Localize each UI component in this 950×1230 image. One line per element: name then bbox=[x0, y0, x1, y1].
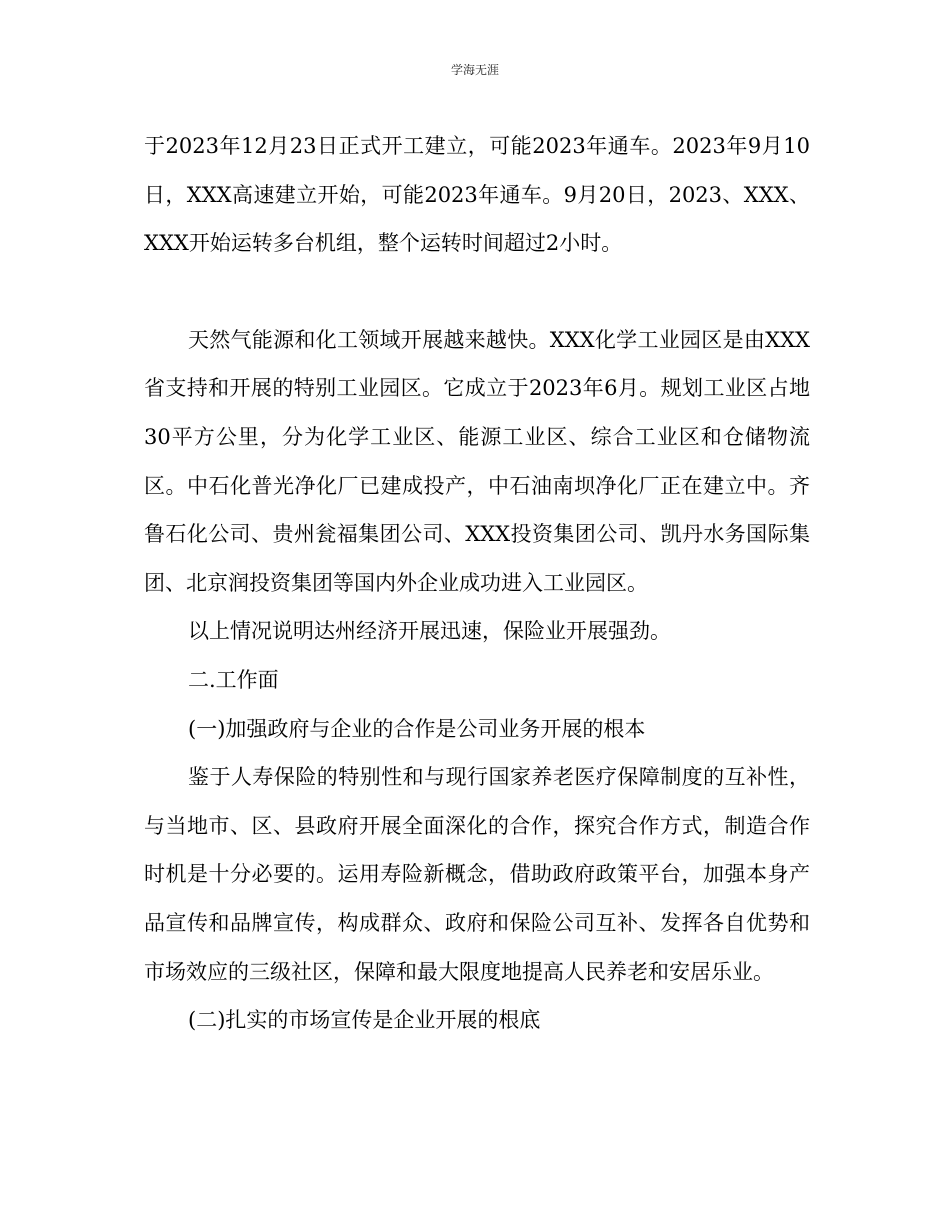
paragraph-summary: 以上情况说明达州经济开展迅速，保险业开展强劲。 bbox=[188, 619, 671, 644]
section-heading-work: 二.工作面 bbox=[188, 667, 279, 692]
paragraph-industrial-park: 天然气能源和化工领域开展越来越快。XXX化学工业园区是由XXX省支持和开展的特别工业园区。它成立于2023年6月。规划工业区占地30平方公里，分为化学工业区、能源工业区、综合工业区和仓储物流区。中石化普光净化厂已建成投产，中石油南坝净化厂正在建立中。齐鲁石化公司、贵州瓮福集团公司、XXX投资集团公司、凯丹水务国际集团、北京润投资集团等国内外企业成功进入工业园区。 bbox=[144, 327, 810, 595]
paragraph-cooperation-detail: 鉴于人寿保险的特别性和与现行国家养老医疗保障制度的互补性，与当地市、区、县政府开展全面深化的合作，探究合作方式，制造合作时机是十分必要的。运用寿险新概念，借助政府政策平台，加强本身产品宣传和品牌宣传，构成群众、政府和保险公司互补、发挥各自优势和市场效应的三级社区，保障和最大限度地提高人民养老和安居乐业。 bbox=[144, 765, 810, 984]
subheading-market-promotion: (二)扎实的市场宣传是企业开展的根底 bbox=[188, 1008, 541, 1033]
paragraph-continued-intro: 于2023年12月23日正式开工建立，可能2023年通车。2023年9月10日，XXX高速建立开始，可能2023年通车。9月20日，2023、XXX、XXX开始运转多台机组，整个运转时间超过2小时。 bbox=[144, 134, 810, 256]
page-header: 学海无涯 bbox=[450, 63, 499, 77]
subheading-government-cooperation: (一)加强政府与企业的合作是公司业务开展的根本 bbox=[188, 716, 646, 741]
document-body bbox=[144, 122, 810, 1045]
